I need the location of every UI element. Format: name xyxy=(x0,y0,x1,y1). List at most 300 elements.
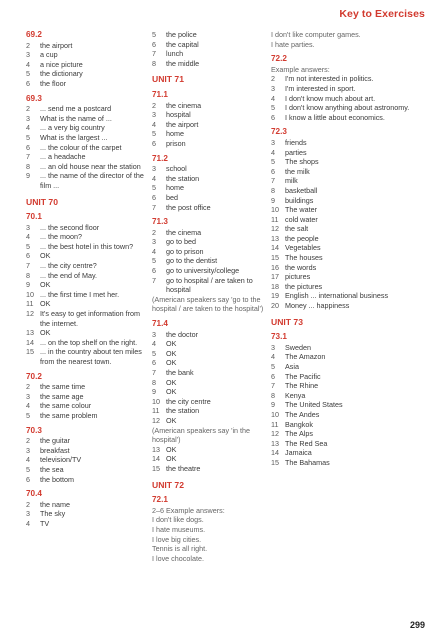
answer-item-number: 8 xyxy=(26,270,30,280)
answer-item xyxy=(271,420,431,430)
answer-item xyxy=(152,237,278,247)
answer-item-text: OK xyxy=(166,415,177,425)
answer-item-text: the station xyxy=(166,173,200,183)
answer-item-number: 3 xyxy=(271,83,275,93)
answer-item-number: 4 xyxy=(152,246,156,256)
answer-item-number: 6 xyxy=(271,166,275,176)
answer-item xyxy=(271,167,431,177)
answer-item-text: Money ... happiness xyxy=(285,301,350,311)
answer-item-number: 10 xyxy=(271,205,279,215)
answer-item xyxy=(152,203,278,213)
answer-item-text: OK xyxy=(40,328,51,338)
answer-item xyxy=(26,104,149,114)
answer-item xyxy=(271,103,431,113)
answer-item xyxy=(26,475,149,485)
answer-item-number: 14 xyxy=(26,337,34,347)
answer-item xyxy=(271,84,431,94)
answer-item xyxy=(152,183,278,193)
answer-item xyxy=(271,138,431,148)
answer-item xyxy=(152,445,278,455)
answer-item-text: Jamaica xyxy=(285,448,312,458)
answer-item-text: It's easy to get information from the internet. xyxy=(40,309,141,328)
answer-item-text: The shops xyxy=(285,157,319,167)
answer-item-text: go to hospital / are taken to hospital xyxy=(166,275,253,295)
answer-note: Tennis is all right. xyxy=(152,544,208,554)
answer-item xyxy=(26,519,149,529)
answer-item xyxy=(271,215,431,225)
answer-item-number: 14 xyxy=(152,454,160,464)
answer-item-number: 11 xyxy=(271,214,279,224)
answer-item xyxy=(271,157,431,167)
answer-item xyxy=(152,349,278,359)
exercise-number: 70.1 xyxy=(26,212,42,222)
answer-item-number: 3 xyxy=(152,164,156,174)
answer-item-text: I'm interested in sport. xyxy=(285,83,356,93)
answer-item-number: 12 xyxy=(26,309,34,319)
answer-item xyxy=(152,416,278,426)
answer-item xyxy=(26,338,149,348)
answer-item-number: 5 xyxy=(152,256,156,266)
answer-item xyxy=(271,391,431,401)
answer-item-text: Sweden xyxy=(285,342,311,352)
answer-item-text: the city centre xyxy=(166,396,211,406)
unit-heading: UNIT 70 xyxy=(26,196,58,207)
answer-note: I don't like computer games. xyxy=(271,30,361,39)
answer-item-number: 5 xyxy=(271,103,275,113)
answer-item-number: 5 xyxy=(26,464,30,474)
answer-item-number: 13 xyxy=(152,444,160,454)
answer-item-text: home xyxy=(166,183,184,193)
answer-item-text: Vegetables xyxy=(285,243,321,253)
answer-item-text: ... a very big country xyxy=(40,123,105,133)
answer-item-text: the guitar xyxy=(40,436,70,446)
answer-item-number: 4 xyxy=(152,119,156,129)
answer-item-number: 4 xyxy=(271,93,275,103)
answer-item-number: 6 xyxy=(271,112,275,122)
answer-note: I hate museums. xyxy=(152,524,206,534)
page-header xyxy=(0,0,447,26)
answer-item-text: home xyxy=(166,129,184,139)
answer-item-text: The Rhine xyxy=(285,381,319,391)
answer-item-number: 3 xyxy=(26,445,30,455)
answer-item-number: 12 xyxy=(152,415,160,425)
answer-item xyxy=(271,291,431,301)
answer-item xyxy=(26,328,149,338)
answer-item-number: 8 xyxy=(271,390,275,400)
answer-item-text: TV xyxy=(40,518,50,528)
answer-note: I love big cities. xyxy=(152,534,202,544)
answer-item xyxy=(152,397,278,407)
answer-item-text: lunch xyxy=(166,49,184,59)
answer-item xyxy=(152,59,278,69)
answer-item-number: 19 xyxy=(271,291,279,301)
answer-item-number: 7 xyxy=(26,152,30,162)
answer-item-text: What is the largest ... xyxy=(40,132,108,142)
answer-item-number: 5 xyxy=(271,362,275,371)
answer-item-text: television/TV xyxy=(40,455,82,465)
answer-item xyxy=(26,347,149,366)
answer-item-number: 11 xyxy=(152,406,160,416)
answer-item xyxy=(271,282,431,292)
answer-item xyxy=(152,387,278,397)
answer-item-number: 2 xyxy=(271,74,275,84)
answer-item-number: 13 xyxy=(26,328,34,338)
answer-item xyxy=(26,455,149,465)
answer-item-number: 12 xyxy=(271,429,279,439)
answer-item-text: the cinema xyxy=(166,227,202,237)
answer-item-number: 5 xyxy=(152,30,156,39)
answer-item xyxy=(152,256,278,266)
answer-item xyxy=(26,171,149,190)
answer-item xyxy=(152,266,278,276)
answer-item-text: the dictionary xyxy=(40,69,83,79)
answer-note: I hate parties. xyxy=(271,39,315,49)
answer-item xyxy=(271,205,431,215)
answer-item xyxy=(26,411,149,421)
answer-item xyxy=(152,101,278,111)
answer-item-number: 8 xyxy=(271,185,275,195)
answer-item-text: ... the colour of the carpet xyxy=(40,142,122,152)
answer-item-text: go to university/college xyxy=(166,266,240,276)
answer-item-text: OK xyxy=(166,444,177,454)
answer-item-number: 15 xyxy=(271,457,279,467)
answer-item-number: 2 xyxy=(26,499,30,509)
answer-item-text: ... send me a postcard xyxy=(40,104,112,114)
answer-item-number: 12 xyxy=(271,224,279,234)
answer-item-text: ... an old house near the station xyxy=(40,161,141,171)
exercise-number: 69.3 xyxy=(26,93,42,103)
answer-item xyxy=(152,30,278,40)
answer-item xyxy=(271,253,431,263)
answer-item-text: The water xyxy=(285,205,317,215)
answer-item-text: hospital xyxy=(166,110,191,120)
answer-item-number: 3 xyxy=(152,110,156,120)
answer-item xyxy=(152,139,278,149)
answer-item-text: OK xyxy=(166,339,177,349)
answer-item-text: friends xyxy=(285,137,307,147)
answer-item xyxy=(26,133,149,143)
exercise-number: 70.4 xyxy=(26,489,42,499)
answer-item xyxy=(271,372,431,382)
answer-item xyxy=(26,465,149,475)
answer-item xyxy=(271,301,431,311)
answer-item xyxy=(26,290,149,300)
answer-item-text: OK xyxy=(40,280,51,290)
answer-item-text: OK xyxy=(166,348,177,358)
answer-item-number: 15 xyxy=(26,347,34,357)
answer-item-number: 5 xyxy=(26,132,30,142)
answer-item-number: 2 xyxy=(26,436,30,446)
answer-item-number: 8 xyxy=(152,377,156,387)
answer-item-number: 7 xyxy=(271,176,275,186)
answer-item-number: 5 xyxy=(152,129,156,139)
answer-item-number: 13 xyxy=(271,233,279,243)
answer-item xyxy=(271,176,431,186)
answer-item-number: 3 xyxy=(26,50,30,60)
answer-item-number: 9 xyxy=(271,400,275,410)
answer-item-text: ... on the top shelf on the right. xyxy=(40,337,138,347)
answer-item xyxy=(152,378,278,388)
answer-item-text: the sea xyxy=(40,464,64,474)
answer-item-text: prison xyxy=(166,138,186,148)
answer-item-text: go to bed xyxy=(166,237,196,247)
answer-item xyxy=(26,41,149,51)
answer-item-number: 5 xyxy=(26,69,30,79)
answer-item xyxy=(26,60,149,70)
answer-item-text: the same colour xyxy=(40,401,92,411)
answer-item xyxy=(271,113,431,123)
answer-item-number: 4 xyxy=(26,59,30,69)
answer-item xyxy=(271,439,431,449)
answer-item-text: go to the dentist xyxy=(166,256,218,266)
answer-item-text: school xyxy=(166,164,187,174)
answer-item xyxy=(26,79,149,89)
answer-item xyxy=(152,276,278,295)
answer-item-text: the cinema xyxy=(166,100,202,110)
answer-item-text: Kenya xyxy=(285,390,306,400)
answer-item xyxy=(271,381,431,391)
page-number: 299 xyxy=(409,620,425,630)
answer-item-number: 10 xyxy=(152,396,160,406)
answer-item xyxy=(152,368,278,378)
answer-item-number: 10 xyxy=(26,289,34,299)
answer-item-text: the airport xyxy=(166,119,199,129)
answer-item-number: 4 xyxy=(26,518,30,528)
exercise-number: 70.2 xyxy=(26,371,42,381)
answer-item-text: the floor xyxy=(40,78,66,88)
answer-item xyxy=(271,263,431,273)
answer-item-text: buildings xyxy=(285,195,314,205)
answer-item xyxy=(26,401,149,411)
answer-item-number: 7 xyxy=(26,261,30,271)
answer-item-number: 5 xyxy=(152,348,156,358)
answer-item-text: ... the name of the director of the film ... xyxy=(40,171,144,190)
answer-item-text: Bangkok xyxy=(285,419,313,429)
answer-item-text: ... the second floor xyxy=(40,222,100,232)
exercise-number: 72.1 xyxy=(152,495,168,505)
answer-item-text: the police xyxy=(166,30,197,39)
answer-item xyxy=(26,500,149,510)
exercise-number: 71.4 xyxy=(152,319,168,329)
answer-item-text: the capital xyxy=(166,39,199,49)
answer-item xyxy=(152,164,278,174)
answer-item-text: the doctor xyxy=(166,329,198,339)
answer-item-number: 6 xyxy=(152,358,156,368)
answer-item-text: OK xyxy=(166,358,177,368)
answer-column-left xyxy=(26,30,149,529)
answer-item-number: 3 xyxy=(271,342,275,352)
answer-item-number: 2 xyxy=(26,104,30,114)
unit-heading: UNIT 71 xyxy=(152,74,184,85)
answer-item-text: the bank xyxy=(166,368,194,377)
answer-item-text: The Andes xyxy=(285,409,320,419)
answer-item-number: 9 xyxy=(26,280,30,290)
answer-item xyxy=(152,339,278,349)
answer-item-text: English ... international business xyxy=(285,291,389,301)
answer-item xyxy=(26,382,149,392)
answer-item xyxy=(271,196,431,206)
answer-item-number: 10 xyxy=(271,409,279,419)
answer-item-number: 6 xyxy=(26,142,30,152)
answer-item-number: 8 xyxy=(152,58,156,68)
answer-item-number: 2 xyxy=(152,100,156,110)
exercise-number: 72.3 xyxy=(271,127,287,137)
exercise-number: 71.1 xyxy=(152,89,168,99)
answer-item xyxy=(152,454,278,464)
answer-item xyxy=(271,272,431,282)
answer-item-text: milk xyxy=(285,176,298,186)
answer-item-text: the middle xyxy=(166,58,200,68)
answer-item-number: 4 xyxy=(26,401,30,411)
answer-item-text: breakfast xyxy=(40,445,70,455)
answer-item-text: the salt xyxy=(285,224,309,234)
answer-item-text: the pictures xyxy=(285,281,323,291)
answer-item-number: 16 xyxy=(271,262,279,272)
answer-item xyxy=(271,362,431,372)
answer-item xyxy=(271,186,431,196)
answer-item-text: The Red Sea xyxy=(285,438,328,448)
answer-item-text: Asia xyxy=(285,362,299,371)
answer-item-text: OK xyxy=(166,377,177,387)
answer-item-text: The sky xyxy=(40,509,66,519)
answer-item-number: 3 xyxy=(152,237,156,247)
answer-column-right xyxy=(271,30,431,468)
answer-item-text: OK xyxy=(40,251,51,261)
answer-item xyxy=(271,94,431,104)
answer-item-text: the theatre xyxy=(166,463,201,473)
answer-item-number: 6 xyxy=(152,138,156,148)
exercise-number: 69.2 xyxy=(26,30,42,39)
answer-item xyxy=(152,406,278,416)
answer-item-text: ... the best hotel in this town? xyxy=(40,241,134,251)
answer-item-number: 13 xyxy=(271,438,279,448)
answer-item xyxy=(271,352,431,362)
answer-item-text: I don't know much about art. xyxy=(285,93,376,103)
answer-item-number: 9 xyxy=(271,195,275,205)
answer-item-number: 14 xyxy=(271,448,279,458)
answer-item-number: 6 xyxy=(26,474,30,484)
answer-item-number: 5 xyxy=(152,183,156,193)
answer-item-number: 6 xyxy=(152,266,156,276)
answer-item-text: parties xyxy=(285,147,307,157)
answer-item-text: go to prison xyxy=(166,246,204,256)
answer-item-number: 8 xyxy=(26,161,30,171)
answer-item xyxy=(152,174,278,184)
answer-item xyxy=(152,228,278,238)
answer-item-number: 2 xyxy=(152,227,156,237)
answer-note: (American speakers say 'in the hospital') xyxy=(152,425,251,445)
answer-item-number: 3 xyxy=(271,137,275,147)
answer-item xyxy=(26,114,149,124)
answer-item-number: 6 xyxy=(26,78,30,88)
answer-item xyxy=(271,448,431,458)
answer-note: 2–6 Example answers: xyxy=(152,505,225,515)
answer-item xyxy=(271,410,431,420)
answer-item xyxy=(26,69,149,79)
answer-note: I love chocolate. xyxy=(152,553,204,563)
answer-column-middle xyxy=(152,30,278,563)
answer-item-number: 4 xyxy=(152,339,156,349)
answer-item xyxy=(26,223,149,233)
answer-item xyxy=(152,120,278,130)
answer-item-text: bed xyxy=(166,192,178,202)
exercise-number: 72.2 xyxy=(271,54,287,64)
answer-item xyxy=(271,458,431,468)
answer-item-text: The United States xyxy=(285,400,343,410)
answer-item-text: the words xyxy=(285,262,317,272)
answer-item-text: OK xyxy=(166,387,177,397)
answer-item xyxy=(26,299,149,309)
answer-item xyxy=(152,40,278,50)
answer-item-text: The Pacific xyxy=(285,371,321,381)
answer-item xyxy=(271,74,431,84)
exercise-number: 70.3 xyxy=(26,425,42,435)
answer-item-text: ... a headache xyxy=(40,152,86,162)
answer-item-text: a cup xyxy=(40,50,58,60)
answer-item-number: 4 xyxy=(271,147,275,157)
answer-item-number: 3 xyxy=(152,329,156,339)
answer-item xyxy=(26,392,149,402)
answer-item xyxy=(26,446,149,456)
answer-item-number: 3 xyxy=(26,222,30,232)
answer-item-text: the station xyxy=(166,406,200,416)
answer-item-number: 4 xyxy=(271,352,275,362)
answer-item xyxy=(26,509,149,519)
answer-item-text: the bottom xyxy=(40,474,74,484)
answer-item-number: 5 xyxy=(26,241,30,251)
answer-item-text: ... the first time I met her. xyxy=(40,289,120,299)
answer-item xyxy=(271,224,431,234)
answer-item-text: The Amazon xyxy=(285,352,326,362)
answer-item-text: the name xyxy=(40,499,70,509)
answer-item-number: 11 xyxy=(271,419,279,429)
answer-item-text: pictures xyxy=(285,272,311,282)
exercise-number: 73.1 xyxy=(271,332,287,342)
answer-item-text: cold water xyxy=(285,214,318,224)
exercise-number: 71.3 xyxy=(152,217,168,227)
answer-note: I don't like dogs. xyxy=(152,515,204,525)
answer-item xyxy=(26,50,149,60)
answer-item-number: 3 xyxy=(26,509,30,519)
answer-item-number: 9 xyxy=(26,171,30,181)
answer-item-number: 7 xyxy=(152,275,156,285)
answer-item xyxy=(152,49,278,59)
answer-item-text: ... the end of May. xyxy=(40,270,97,280)
answer-item-text: ... in the country about ten miles from the nearest town. xyxy=(40,347,142,366)
answer-item xyxy=(26,309,149,328)
running-header-title: Key to Exercises xyxy=(339,8,425,20)
answer-item-text: The houses xyxy=(285,253,323,263)
answer-item-text: basketball xyxy=(285,185,318,195)
answer-item xyxy=(152,193,278,203)
answer-item xyxy=(271,429,431,439)
exercise-number: 71.2 xyxy=(152,153,168,163)
answer-item xyxy=(26,280,149,290)
answer-item xyxy=(26,152,149,162)
answer-item-text: I'm not interested in politics. xyxy=(285,74,374,84)
answer-item-number: 7 xyxy=(152,368,156,377)
answer-item xyxy=(26,251,149,261)
answer-item-text: the airport xyxy=(40,40,73,50)
answer-item-number: 9 xyxy=(152,387,156,397)
answer-item xyxy=(152,110,278,120)
answer-item xyxy=(271,400,431,410)
answer-item xyxy=(26,271,149,281)
answer-item-number: 7 xyxy=(271,381,275,391)
answer-item xyxy=(26,242,149,252)
answer-item-text: ... the city centre? xyxy=(40,261,97,271)
answer-item-text: OK xyxy=(40,299,51,309)
